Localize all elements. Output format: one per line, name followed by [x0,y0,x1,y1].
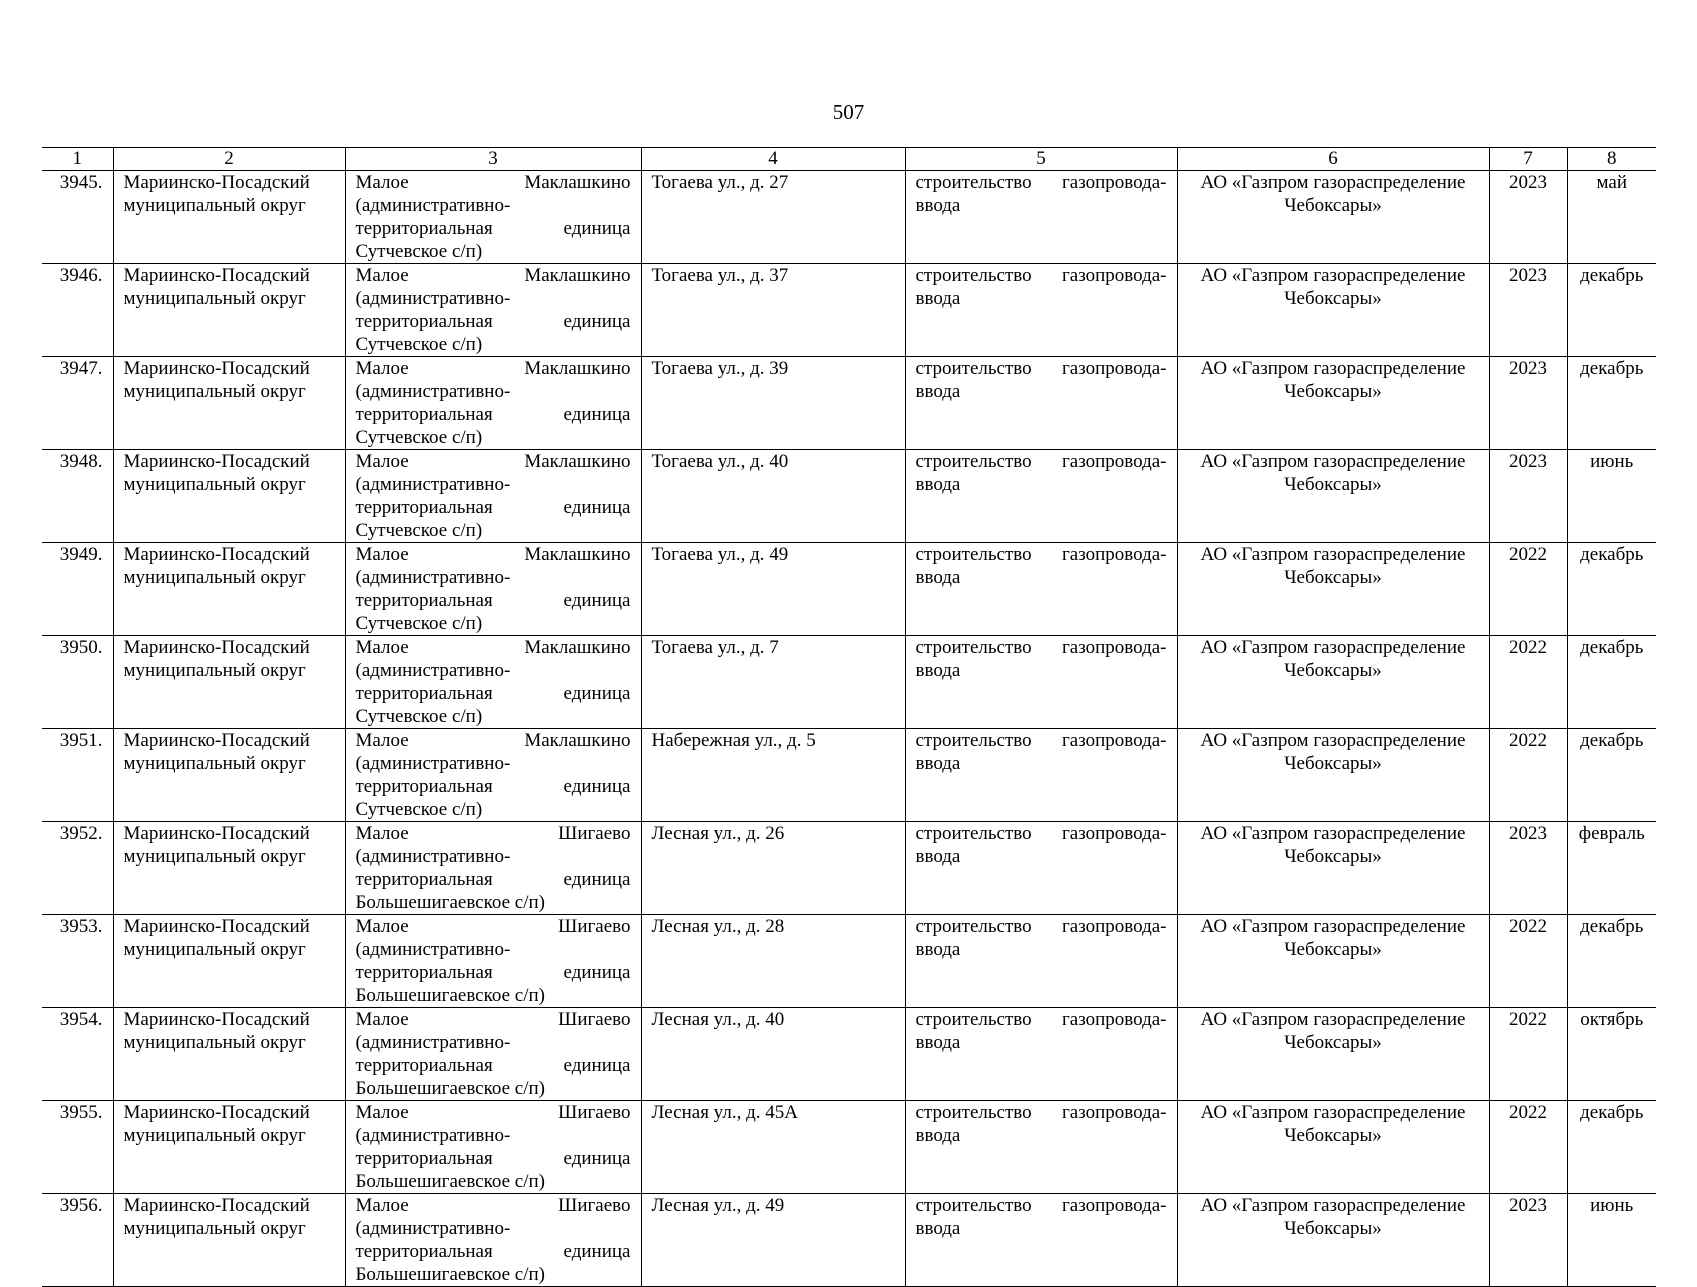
district-cell: Мариинско-Посадский муниципальный округ [113,915,345,1008]
table-row [42,264,1656,357]
settlement-cell: Малое Маклашкино (административно-территориальная единица Сутчевское с/п) [345,450,641,543]
address-cell: Тогаева ул., д. 7 [641,636,905,729]
address-cell: Лесная ул., д. 40 [641,1008,905,1101]
address-cell: Тогаева ул., д. 49 [641,543,905,636]
row-number: 3953. [42,915,113,1008]
work-type-cell: строительство газопровода-ввода [905,1101,1177,1194]
month-cell: февраль [1567,822,1656,915]
column-header: 4 [641,148,905,171]
address-cell: Лесная ул., д. 26 [641,822,905,915]
settlement-cell: Малое Маклашкино (административно-территориальная единица Сутчевское с/п) [345,171,641,264]
settlement-cell: Малое Маклашкино (административно-территориальная единица Сутчевское с/п) [345,543,641,636]
organization-cell: АО «Газпром газораспределение Чебоксары» [1177,1194,1489,1287]
column-header: 7 [1489,148,1567,171]
table-row [42,1008,1656,1101]
work-type-cell: строительство газопровода-ввода [905,357,1177,450]
row-number: 3951. [42,729,113,822]
organization-cell: АО «Газпром газораспределение Чебоксары» [1177,264,1489,357]
address-cell: Лесная ул., д. 45А [641,1101,905,1194]
table-row [42,1194,1656,1287]
work-type-cell: строительство газопровода-ввода [905,1194,1177,1287]
work-type-cell: строительство газопровода-ввода [905,264,1177,357]
year-cell: 2022 [1489,1101,1567,1194]
row-number: 3956. [42,1194,113,1287]
column-header: 2 [113,148,345,171]
district-cell: Мариинско-Посадский муниципальный округ [113,543,345,636]
year-cell: 2023 [1489,450,1567,543]
district-cell: Мариинско-Посадский муниципальный округ [113,822,345,915]
table-row [42,543,1656,636]
organization-cell: АО «Газпром газораспределение Чебоксары» [1177,543,1489,636]
settlement-cell: Малое Маклашкино (административно-территориальная единица Сутчевское с/п) [345,636,641,729]
address-cell: Набережная ул., д. 5 [641,729,905,822]
district-cell: Мариинско-Посадский муниципальный округ [113,1194,345,1287]
organization-cell: АО «Газпром газораспределение Чебоксары» [1177,1008,1489,1101]
table-row [42,915,1656,1008]
table-row [42,450,1656,543]
organization-cell: АО «Газпром газораспределение Чебоксары» [1177,729,1489,822]
month-cell: июнь [1567,450,1656,543]
work-type-cell: строительство газопровода-ввода [905,543,1177,636]
organization-cell: АО «Газпром газораспределение Чебоксары» [1177,171,1489,264]
address-cell: Тогаева ул., д. 37 [641,264,905,357]
work-type-cell: строительство газопровода-ввода [905,450,1177,543]
district-cell: Мариинско-Посадский муниципальный округ [113,450,345,543]
year-cell: 2023 [1489,1194,1567,1287]
table-row [42,1101,1656,1194]
month-cell: июнь [1567,1194,1656,1287]
table-header [42,148,1656,171]
column-header: 6 [1177,148,1489,171]
column-header: 8 [1567,148,1656,171]
row-number: 3952. [42,822,113,915]
year-cell: 2023 [1489,357,1567,450]
page-number: 507 [832,100,865,124]
year-cell: 2023 [1489,264,1567,357]
year-cell: 2022 [1489,729,1567,822]
work-type-cell: строительство газопровода-ввода [905,822,1177,915]
month-cell: декабрь [1567,1101,1656,1194]
row-number: 3950. [42,636,113,729]
month-cell: май [1567,171,1656,264]
table-row [42,729,1656,822]
month-cell: декабрь [1567,357,1656,450]
data-table [42,147,1656,1287]
address-cell: Лесная ул., д. 49 [641,1194,905,1287]
year-cell: 2023 [1489,822,1567,915]
column-header: 5 [905,148,1177,171]
settlement-cell: Малое Шигаево (административно-территориальная единица Большешигаевское с/п) [345,822,641,915]
settlement-cell: Малое Шигаево (административно-территориальная единица Большешигаевское с/п) [345,1101,641,1194]
row-number: 3945. [42,171,113,264]
organization-cell: АО «Газпром газораспределение Чебоксары» [1177,915,1489,1008]
table-row [42,822,1656,915]
organization-cell: АО «Газпром газораспределение Чебоксары» [1177,357,1489,450]
month-cell: декабрь [1567,729,1656,822]
work-type-cell: строительство газопровода-ввода [905,636,1177,729]
settlement-cell: Малое Маклашкино (административно-территориальная единица Сутчевское с/п) [345,264,641,357]
header-row [42,148,1656,171]
column-header: 3 [345,148,641,171]
district-cell: Мариинско-Посадский муниципальный округ [113,171,345,264]
row-number: 3946. [42,264,113,357]
work-type-cell: строительство газопровода-ввода [905,915,1177,1008]
settlement-cell: Малое Шигаево (административно-территориальная единица Большешигаевское с/п) [345,1008,641,1101]
district-cell: Мариинско-Посадский муниципальный округ [113,729,345,822]
settlement-cell: Малое Маклашкино (административно-территориальная единица Сутчевское с/п) [345,729,641,822]
month-cell: декабрь [1567,264,1656,357]
table-row [42,171,1656,264]
work-type-cell: строительство газопровода-ввода [905,171,1177,264]
row-number: 3948. [42,450,113,543]
table-row [42,636,1656,729]
settlement-cell: Малое Маклашкино (административно-территориальная единица Сутчевское с/п) [345,357,641,450]
row-number: 3954. [42,1008,113,1101]
year-cell: 2022 [1489,636,1567,729]
organization-cell: АО «Газпром газораспределение Чебоксары» [1177,450,1489,543]
month-cell: октябрь [1567,1008,1656,1101]
year-cell: 2023 [1489,171,1567,264]
organization-cell: АО «Газпром газораспределение Чебоксары» [1177,822,1489,915]
month-cell: декабрь [1567,636,1656,729]
address-cell: Тогаева ул., д. 40 [641,450,905,543]
month-cell: декабрь [1567,915,1656,1008]
district-cell: Мариинско-Посадский муниципальный округ [113,1101,345,1194]
address-cell: Тогаева ул., д. 39 [641,357,905,450]
organization-cell: АО «Газпром газораспределение Чебоксары» [1177,1101,1489,1194]
month-cell: декабрь [1567,543,1656,636]
district-cell: Мариинско-Посадский муниципальный округ [113,636,345,729]
column-header: 1 [42,148,113,171]
organization-cell: АО «Газпром газораспределение Чебоксары» [1177,636,1489,729]
table-row [42,357,1656,450]
row-number: 3949. [42,543,113,636]
address-cell: Лесная ул., д. 28 [641,915,905,1008]
address-cell: Тогаева ул., д. 27 [641,171,905,264]
year-cell: 2022 [1489,1008,1567,1101]
row-number: 3947. [42,357,113,450]
district-cell: Мариинско-Посадский муниципальный округ [113,264,345,357]
year-cell: 2022 [1489,915,1567,1008]
row-number: 3955. [42,1101,113,1194]
settlement-cell: Малое Шигаево (административно-территориальная единица Большешигаевское с/п) [345,1194,641,1287]
district-cell: Мариинско-Посадский муниципальный округ [113,1008,345,1101]
work-type-cell: строительство газопровода-ввода [905,729,1177,822]
district-cell: Мариинско-Посадский муниципальный округ [113,357,345,450]
year-cell: 2022 [1489,543,1567,636]
work-type-cell: строительство газопровода-ввода [905,1008,1177,1101]
settlement-cell: Малое Шигаево (административно-территориальная единица Большешигаевское с/п) [345,915,641,1008]
table-body [42,171,1656,1287]
